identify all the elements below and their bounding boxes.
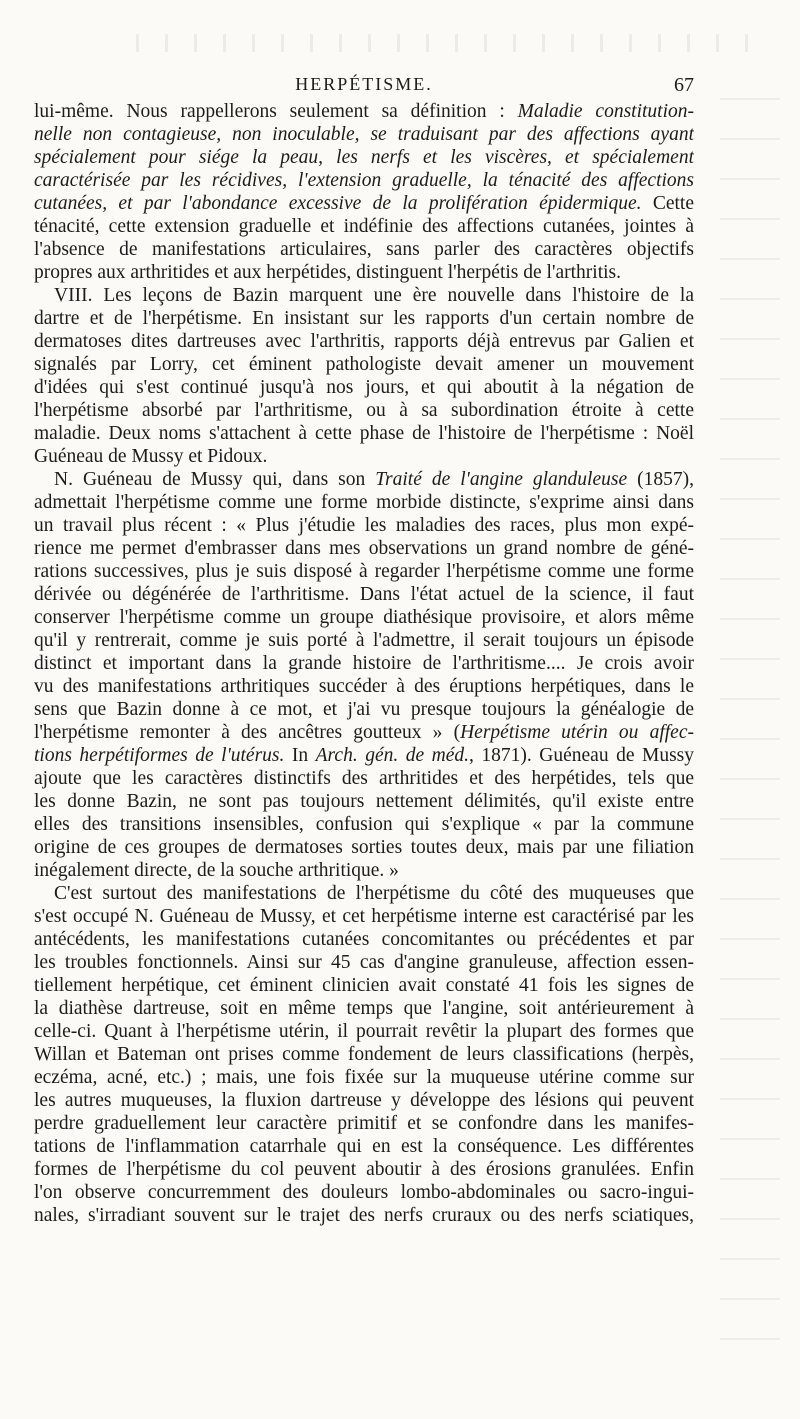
text-line: [34, 514, 694, 537]
text-segment: formes de l'herpétisme du col peuvent aboutir à des érosions granulées. Enfin: [34, 1159, 694, 1180]
text-segment: perdre graduellement leur caractère primitif et se confondre dans les manifes-: [34, 1113, 694, 1134]
text-line: [34, 997, 694, 1020]
text-segment: origine de ces groupes de dermatoses sorties toutes deux, mais par une filiation: [34, 837, 694, 858]
italic-text: cutanées, et par l'abondance excessive de la prolifération épidermique.: [34, 193, 642, 214]
text-segment: s'est occupé N. Guéneau de Mussy, et cet herpétisme interne est caractérisé par les: [34, 906, 694, 927]
text-line: [34, 307, 694, 330]
text-line: [34, 859, 694, 882]
text-segment: ajoute que les caractères distinctifs des arthritides et des herpétides, tels que: [34, 768, 694, 789]
text-line: [34, 560, 694, 583]
text-segment: l'herpétisme remonter à des ancêtres goutteux » (: [34, 722, 461, 743]
text-segment: tiellement herpétique, cet éminent clinicien avait constaté 41 fois les signes de: [34, 975, 694, 996]
text-segment: rience me permet d'embrasser dans mes observations un grand nombre de géné-: [34, 538, 694, 559]
text-line: [34, 1020, 694, 1043]
italic-text: spécialement pour siége la peau, les nerfs et les viscères, et spécialement: [34, 147, 694, 168]
text-line: [34, 1066, 694, 1089]
text-segment: N. Guéneau de Mussy qui, dans son: [54, 469, 376, 490]
italic-text: caractérisée par les récidives, l'extension graduelle, la ténacité des affections: [34, 170, 694, 191]
text-line: [34, 721, 694, 744]
italic-text: Herpétisme utérin ou affec-: [460, 722, 694, 743]
text-segment: l'on observe concurremment des douleurs lombo-abdominales ou sacro-ingui-: [34, 1182, 694, 1203]
text-segment: signalés par Lorry, cet éminent pathologiste devait amener un mouvement: [34, 354, 694, 375]
text-segment: dartre et de l'herpétisme. En insistant sur les rapports d'un certain nombre de: [34, 308, 694, 329]
text-segment: VIII. Les leçons de Bazin marquent une ère nouvelle dans l'histoire de la: [54, 285, 694, 306]
text-segment: distinct et important dans la grande histoire de l'arthritisme.... Je crois avoir: [34, 653, 694, 674]
text-line: [34, 675, 694, 698]
text-segment: In: [284, 745, 316, 766]
text-line: [34, 261, 694, 284]
text-line: [34, 882, 694, 905]
text-line: [34, 1089, 694, 1112]
text-segment: , 1871). Guéneau de Mussy: [469, 745, 694, 766]
text-line: [34, 1204, 694, 1227]
text-segment: tations de l'inflammation catarrhale qui en est la conséquence. Les différentes: [34, 1136, 694, 1157]
text-line: [34, 445, 694, 468]
text-segment: sens que Bazin donne à ce mot, et j'ai vu presque toujours la généalogie de: [34, 699, 694, 720]
text-line: [34, 1181, 694, 1204]
text-line: [34, 905, 694, 928]
text-line: [34, 422, 694, 445]
text-line: [34, 836, 694, 859]
text-line: [34, 491, 694, 514]
italic-text: Arch. gén. de méd.: [315, 745, 470, 766]
text-line: [34, 951, 694, 974]
text-segment: les donne Bazin, ne sont pas toujours nettement délimités, qu'il existe entre: [34, 791, 694, 812]
text-segment: rations successives, plus je suis disposé à regarder l'herpétisme comme une forme: [34, 561, 694, 582]
text-line: [34, 698, 694, 721]
text-segment: (1857),: [627, 469, 694, 490]
text-segment: la diathèse dartreuse, soit en même temps que l'angine, soit antérieurement à: [34, 998, 694, 1019]
text-line: [34, 813, 694, 836]
text-segment: les troubles fonctionnels. Ainsi sur 45 cas d'angine granuleuse, affection essen-: [34, 952, 694, 973]
text-line: [34, 169, 694, 192]
text-segment: ténacité, cette extension graduelle et indéfinie des affections cutanées, jointes à: [34, 216, 694, 237]
text-line: [34, 629, 694, 652]
italic-text: Traité de l'angine glanduleuse: [375, 469, 628, 490]
text-segment: antécédents, les manifestations cutanées concomitantes ou précédentes et par: [34, 929, 694, 950]
text-segment: celle-ci. Quant à l'herpétisme utérin, il pourrait revêtir la plupart des formes que: [34, 1021, 694, 1042]
text-segment: eczéma, acné, etc.) ; mais, une fois fixée sur la muqueuse utérine comme sur: [34, 1067, 694, 1088]
scan-noise-top: [110, 34, 750, 52]
page-header: [34, 74, 694, 100]
text-segment: elles des transitions insensibles, confusion qui s'explique « par la commune: [34, 814, 694, 835]
text-line: [34, 215, 694, 238]
text-line: [34, 376, 694, 399]
italic-text: nelle non contagieuse, non inoculable, se traduisant par des affections ayant: [34, 124, 694, 145]
scan-noise-margin: [720, 60, 780, 1360]
text-line: [34, 353, 694, 376]
text-line: [34, 1112, 694, 1135]
text-line: [34, 468, 694, 491]
text-line: [34, 238, 694, 261]
text-line: [34, 974, 694, 997]
text-segment: vu des manifestations arthritiques succéder à des éruptions herpétiques, dans le: [34, 676, 694, 697]
text-segment: l'herpétisme absorbé par l'arthritisme, ou à sa subordination étroite à cette: [34, 400, 694, 421]
text-line: [34, 767, 694, 790]
text-segment: inégalement directe, de la souche arthritique. »: [34, 860, 399, 881]
text-segment: Willan et Bateman ont prises comme fondement de leurs classifications (herpès,: [34, 1044, 694, 1065]
italic-text: Maladie constitution-: [517, 101, 694, 122]
text-line: [34, 192, 694, 215]
text-line: [34, 100, 694, 123]
text-segment: dérivée ou dégénérée de l'arthritisme. Dans l'état actuel de la science, il faut: [34, 584, 694, 605]
running-title: HERPÉTISME.: [295, 74, 433, 94]
text-line: [34, 928, 694, 951]
text-segment: lui-même. Nous rappellerons seulement sa définition :: [34, 101, 518, 122]
text-segment: d'idées qui s'est continué jusqu'à nos jours, et qui aboutit à la négation de: [34, 377, 694, 398]
body-text: [34, 100, 694, 1227]
text-line: [34, 744, 694, 767]
text-segment: Guéneau de Mussy et Pidoux.: [34, 446, 268, 467]
text-segment: dermatoses dites dartreuses avec l'arthritis, rapports déjà entrevus par Galien et: [34, 331, 694, 352]
page-number: 67: [674, 74, 694, 96]
text-segment: un travail plus récent : « Plus j'étudie les maladies des races, plus mon expé-: [34, 515, 694, 536]
text-line: [34, 652, 694, 675]
text-segment: l'absence de manifestations articulaires, sans parler des caractères objectifs: [34, 239, 694, 260]
text-line: [34, 284, 694, 307]
text-segment: Cette: [641, 193, 694, 214]
text-line: [34, 1158, 694, 1181]
text-line: [34, 606, 694, 629]
text-segment: maladie. Deux noms s'attachent à cette phase de l'histoire de l'herpétisme : Noël: [34, 423, 694, 444]
text-segment: admettait l'herpétisme comme une forme morbide distincte, s'exprime ainsi dans: [34, 492, 694, 513]
text-line: [34, 583, 694, 606]
text-segment: nales, s'irradiant souvent sur le trajet des nerfs cruraux ou des nerfs sciatiques,: [34, 1205, 694, 1226]
text-line: [34, 330, 694, 353]
text-segment: conserver l'herpétisme comme un groupe diathésique provisoire, et alors même: [34, 607, 694, 628]
text-line: [34, 1135, 694, 1158]
text-segment: propres aux arthritides et aux herpétides, distinguent l'herpétis de l'arthritis.: [34, 262, 621, 283]
text-line: [34, 123, 694, 146]
text-line: [34, 790, 694, 813]
text-line: [34, 537, 694, 560]
text-segment: C'est surtout des manifestations de l'herpétisme du côté des muqueuses que: [54, 883, 694, 904]
text-line: [34, 399, 694, 422]
text-line: [34, 146, 694, 169]
text-line: [34, 1043, 694, 1066]
text-segment: qu'il y rentrerait, comme je suis porté à l'admettre, il serait toujours un épisode: [34, 630, 694, 651]
text-segment: les autres muqueuses, la fluxion dartreuse y développe des lésions qui peuvent: [34, 1090, 694, 1111]
italic-text: tions herpétiformes de l'utérus.: [34, 745, 285, 766]
